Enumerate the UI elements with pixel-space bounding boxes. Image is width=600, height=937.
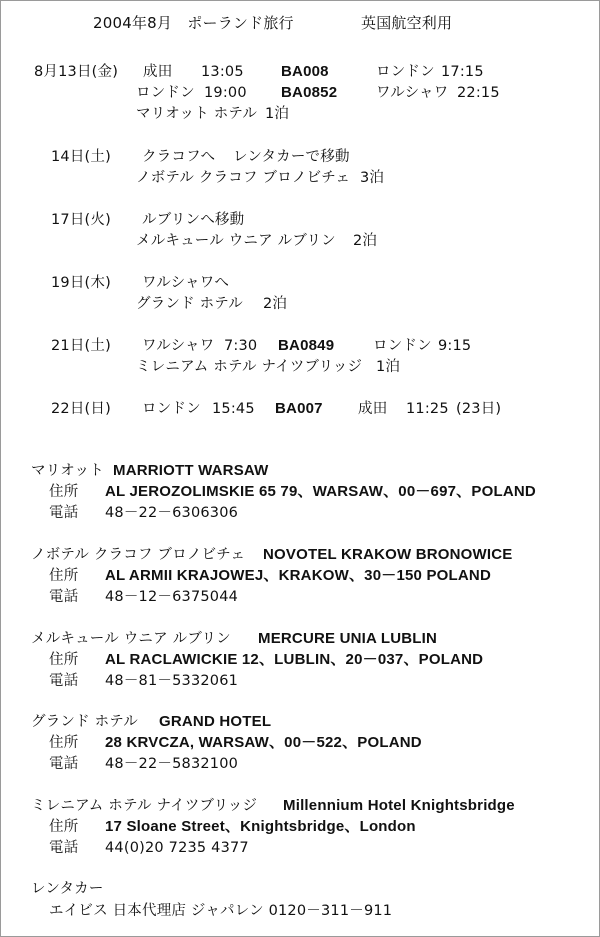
flight-arrival-time: 11:25 [406, 401, 449, 417]
itinerary-date: 22日(日) [51, 401, 111, 417]
itinerary-date: 17日(火) [51, 212, 111, 228]
flight-number: BA0852 [281, 84, 338, 101]
hotel-stay: メルキュール ウニア ルブリン [136, 233, 336, 249]
trip-title: 2004年8月 ポーランド旅行 [93, 14, 294, 32]
hotel-phone: 48－22－5832100 [105, 756, 239, 772]
hotel-address: AL ARMII KRAJOWEJ、KRAKOW、30－150 POLAND [105, 567, 491, 584]
flight-arrival-time: 9:15 [438, 338, 472, 354]
rental-info: エイビス 日本代理店 ジャパレン 0120－311－911 [49, 903, 393, 919]
hotel-stay: ノボテル クラコフ ブロノビチェ [136, 170, 351, 186]
phone-label: 電話 [49, 505, 79, 521]
hotel-stay: ミレニアム ホテル ナイツブリッジ [136, 359, 363, 375]
hotel-address: 17 Sloane Street、Knightsbridge、London [105, 818, 416, 835]
itinerary-date: 14日(土) [51, 149, 111, 165]
airline-note: 英国航空利用 [361, 14, 453, 32]
hotel-phone: 44(0)20 7235 4377 [105, 840, 249, 856]
hotel-address: AL RACLAWICKIE 12、LUBLIN、20－037、POLAND [105, 651, 484, 668]
hotel-name-jp: メルキュール ウニア ルブリン [31, 631, 231, 647]
hotel-name-jp: グランド ホテル [31, 714, 138, 730]
hotel-name-jp: マリオット [31, 463, 104, 479]
nights: 2泊 [263, 296, 288, 312]
hotel-stay: マリオット ホテル [136, 106, 258, 122]
itinerary-transport: レンタカーで移動 [233, 149, 350, 165]
nights: 1泊 [265, 106, 290, 122]
hotel-phone: 48－22－6306306 [105, 505, 239, 521]
flight-arrival-time: 22:15 [457, 85, 500, 101]
flight-origin: 成田 [143, 64, 173, 80]
flight-origin: ロンドン [136, 85, 195, 101]
address-label: 住所 [49, 819, 79, 835]
arrival-date-note: (23日) [456, 401, 502, 417]
flight-number: BA008 [281, 63, 329, 80]
hotel-phone: 48－81－5332061 [105, 673, 239, 689]
hotel-address: 28 KRVCZA, WARSAW、00－522、POLAND [105, 734, 422, 751]
address-label: 住所 [49, 484, 79, 500]
flight-destination: ワルシャワ [376, 85, 449, 101]
address-label: 住所 [49, 735, 79, 751]
itinerary-date: 19日(木) [51, 275, 111, 291]
phone-label: 電話 [49, 673, 79, 689]
flight-number: BA007 [275, 400, 323, 417]
flight-destination: ロンドン [376, 64, 435, 80]
address-label: 住所 [49, 652, 79, 668]
hotel-stay: グランド ホテル [136, 296, 243, 312]
hotel-name-jp: ミレニアム ホテル ナイツブリッジ [31, 798, 258, 814]
hotel-address: AL JEROZOLIMSKIE 65 79、WARSAW、00－697、POLAND [105, 483, 536, 500]
flight-origin: ロンドン [142, 401, 201, 417]
nights: 2泊 [353, 233, 378, 249]
nights: 3泊 [360, 170, 385, 186]
flight-departure-time: 7:30 [224, 338, 258, 354]
flight-arrival-time: 17:15 [441, 64, 484, 80]
flight-destination: ロンドン [373, 338, 432, 354]
flight-departure-time: 15:45 [212, 401, 255, 417]
hotel-name-en: Millennium Hotel Knightsbridge [283, 797, 515, 814]
nights: 1泊 [376, 359, 401, 375]
hotel-name-en: GRAND HOTEL [159, 713, 272, 730]
hotel-name-en: MARRIOTT WARSAW [113, 462, 269, 479]
itinerary-date: 8月13日(金) [34, 64, 119, 80]
hotel-name-jp: ノボテル クラコフ ブロノビチェ [31, 547, 246, 563]
flight-number: BA0849 [278, 337, 335, 354]
itinerary-move: ルブリンへ移動 [142, 212, 245, 228]
hotel-name-en: MERCURE UNIA LUBLIN [258, 630, 438, 647]
address-label: 住所 [49, 568, 79, 584]
hotel-name-en: NOVOTEL KRAKOW BRONOWICE [263, 546, 513, 563]
flight-destination: 成田 [358, 401, 388, 417]
flight-departure-time: 13:05 [201, 64, 244, 80]
rental-heading: レンタカー [31, 881, 104, 897]
itinerary-move: ワルシャワへ [142, 275, 230, 291]
phone-label: 電話 [49, 589, 79, 605]
hotel-phone: 48－12－6375044 [105, 589, 239, 605]
flight-departure-time: 19:00 [204, 85, 247, 101]
flight-origin: ワルシャワ [142, 338, 215, 354]
itinerary-date: 21日(土) [51, 338, 111, 354]
itinerary-move: クラコフへ [142, 149, 216, 165]
phone-label: 電話 [49, 756, 79, 772]
phone-label: 電話 [49, 840, 79, 856]
